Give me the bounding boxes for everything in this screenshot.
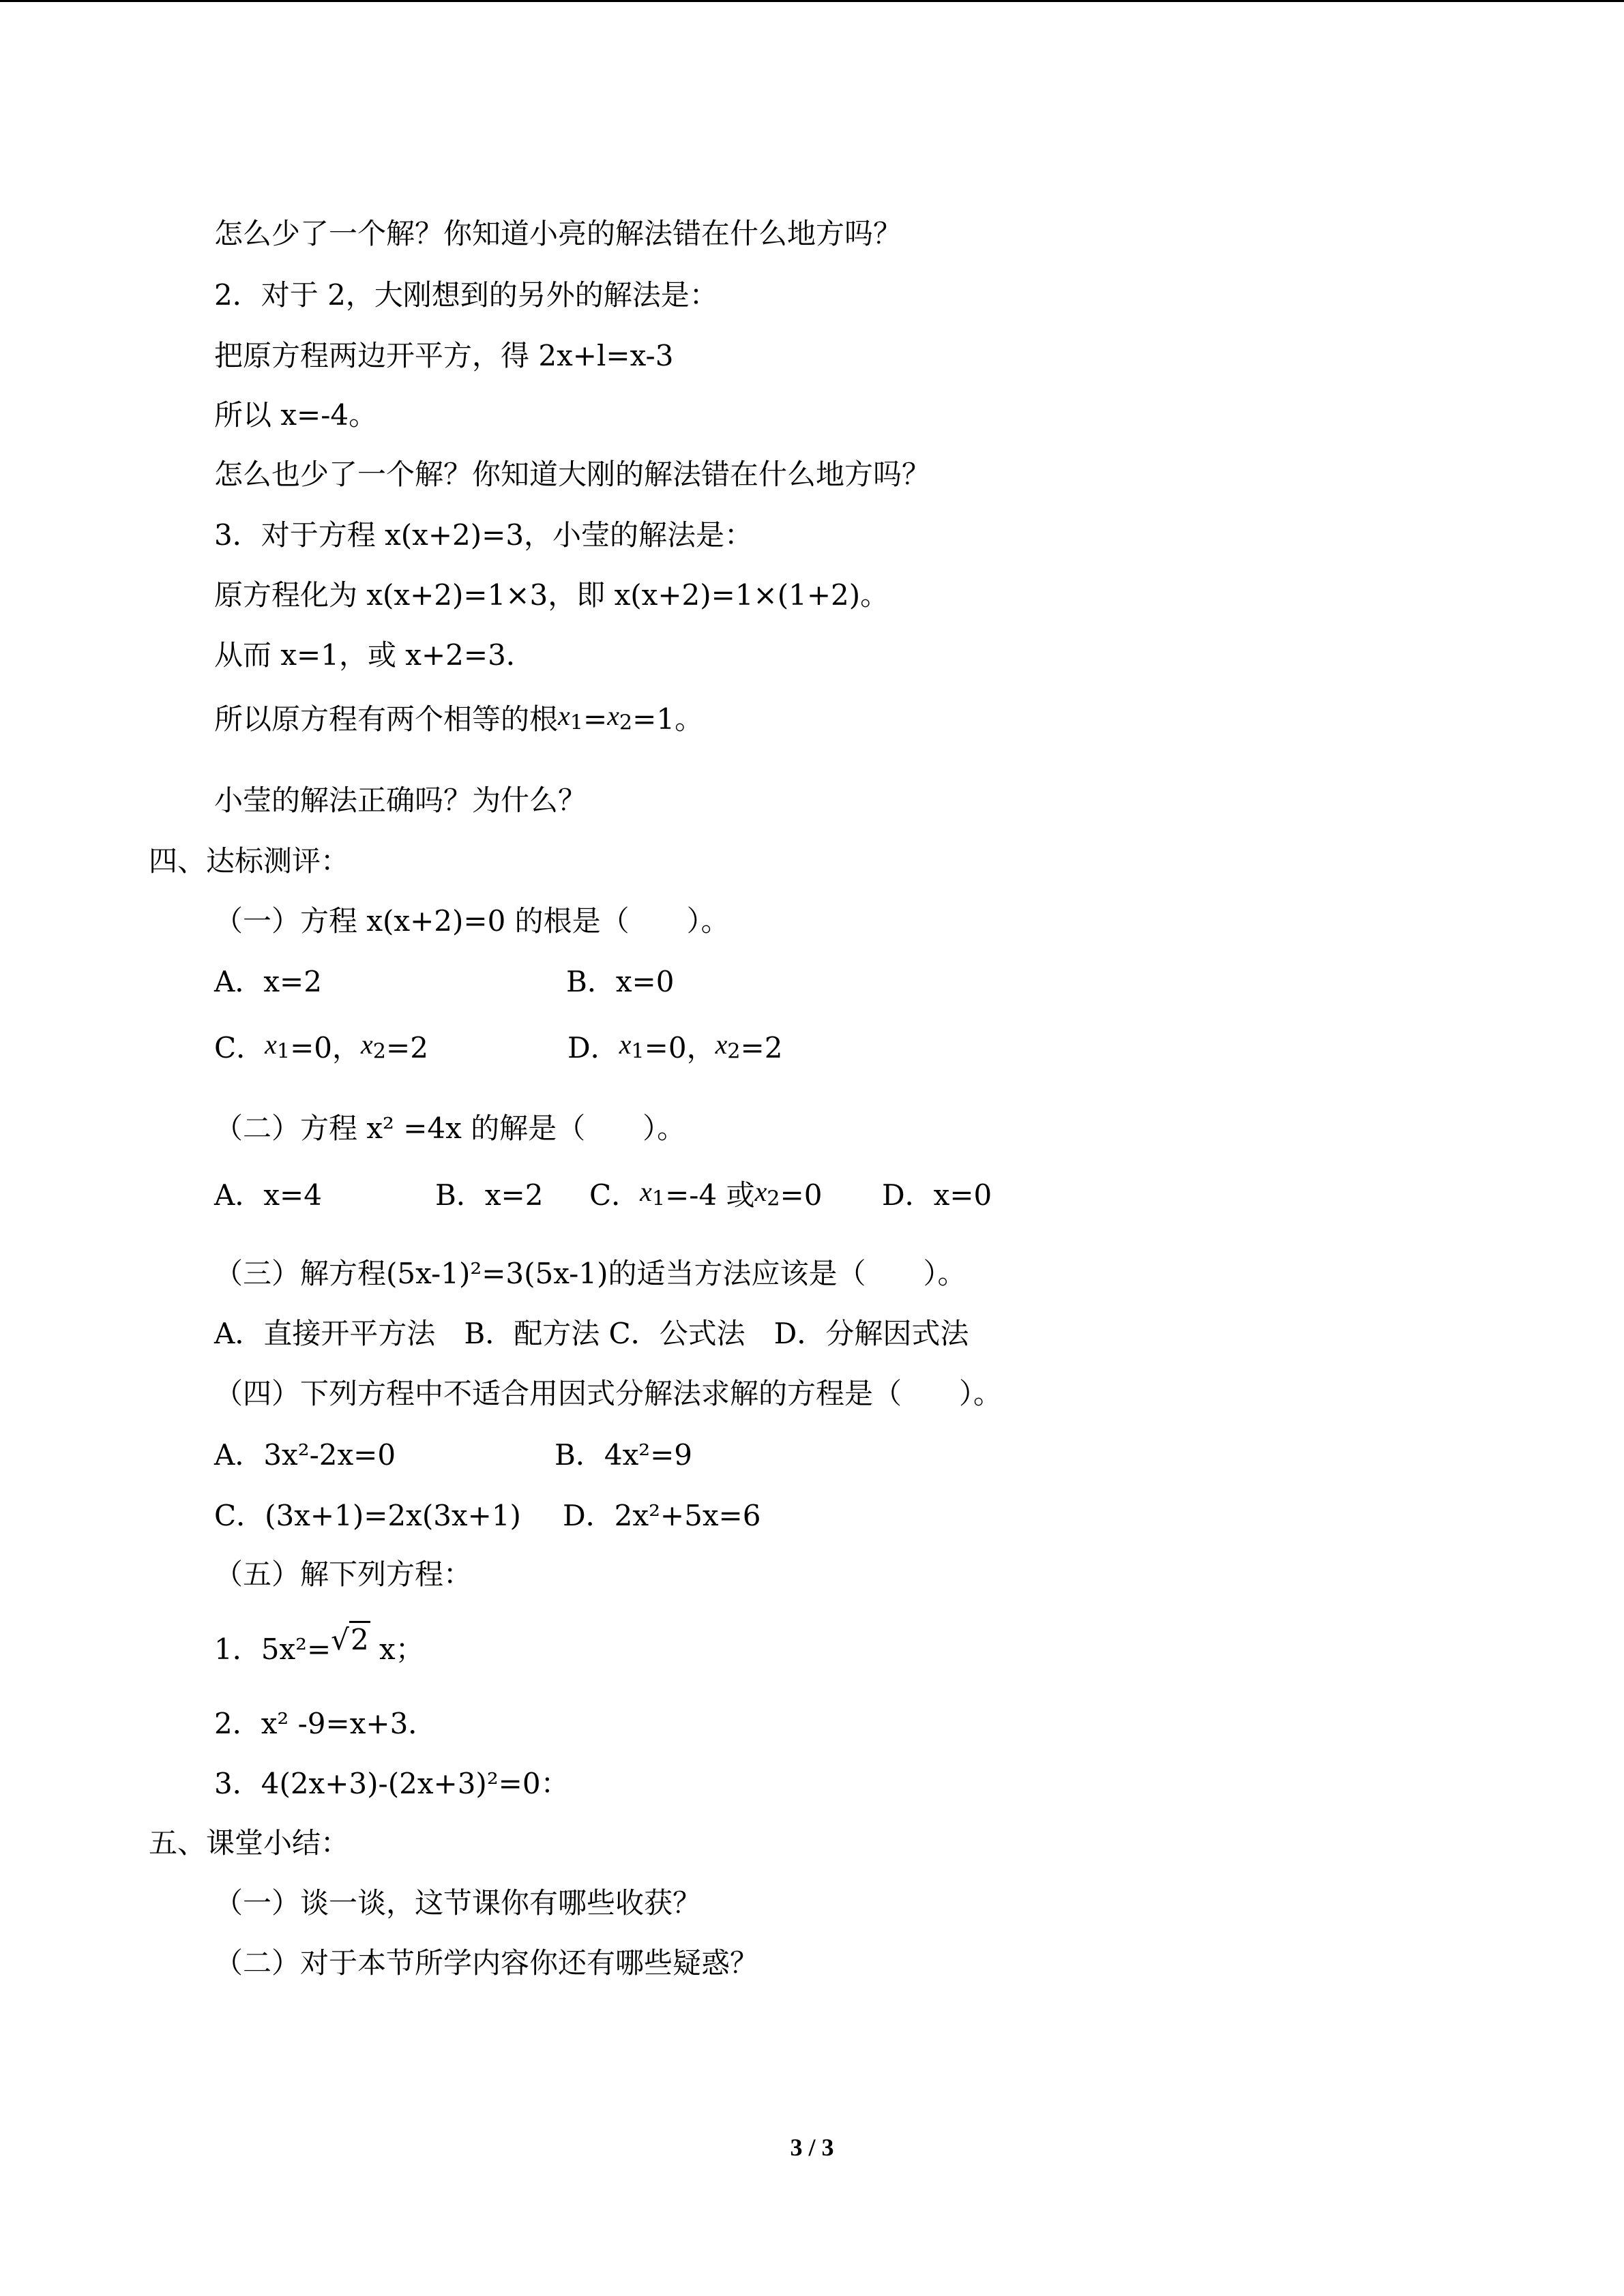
question-stem: （三）解方程(5x-1)²=3(5x-1)的适当方法应该是（ ）。 [214, 1257, 966, 1290]
problem-item: 1．5x²=√2 x； [214, 1632, 424, 1667]
equal-roots-line: 所以原方程有两个相等的根$x_1=x_2=1$。 [214, 700, 704, 736]
text-line: 所以 x=-4。 [214, 398, 378, 432]
summary-item: （一）谈一谈，这节课你有哪些收获？ [214, 1886, 702, 1920]
sqrt-symbol: √2 [331, 1623, 370, 1657]
question-options: A．直接开平方法 B．配方法 C．公式法 D．分解因式法 [214, 1317, 969, 1350]
page-top-border [0, 0, 1624, 2]
text-line: 把原方程两边开平方，得 2x+l=x-3 [214, 339, 674, 372]
option-a: A．3x²-2x=0 [214, 1438, 396, 1472]
text-line: 怎么少了一个解？你知道小亮的解法错在什么地方吗？ [214, 217, 902, 250]
summary-item: （二）对于本节所学内容你还有哪些疑惑？ [214, 1946, 759, 1980]
problem-item: 3．4(2x+3)-(2x+3)²=0： [214, 1767, 570, 1800]
page-number: 3 / 3 [790, 2134, 834, 2161]
option-a: A．x=2 [214, 965, 322, 998]
question-stem: （四）下列方程中不适合用因式分解法求解的方程是（ ）。 [214, 1377, 1003, 1410]
option-d: D．2x²+5x=6 [563, 1499, 761, 1532]
option-c: C．$x_1=0$，$x_2=2$ [214, 1029, 428, 1064]
question-stem: （二）方程 x² =4x 的解是（ ）。 [214, 1112, 686, 1145]
question-stem: （五）解下列方程： [214, 1557, 473, 1591]
question-stem: （一）方程 x(x+2)=0 的根是（ ）。 [214, 904, 730, 938]
text-line: 2．对于 2，大刚想到的另外的解法是： [214, 278, 718, 312]
text-line: 小莹的解法正确吗？为什么？ [214, 784, 587, 817]
option-b: B．x=2 [435, 1178, 544, 1212]
text-line: 3．对于方程 x(x+2)=3，小莹的解法是： [214, 518, 754, 552]
option-b: B．4x²=9 [555, 1438, 693, 1472]
option-c: C．$x_1=-4$ 或$x_2=0$ [589, 1176, 823, 1212]
option-c: C．(3x+1)=2x(3x+1) [214, 1499, 521, 1532]
option-d: D．$x_1=0$，$x_2=2$ [567, 1029, 783, 1064]
problem-item: 2．x² -9=x+3． [214, 1707, 437, 1740]
option-b: B．x=0 [566, 965, 675, 998]
section-heading: 五、课堂小结： [149, 1826, 350, 1860]
option-d: D．x=0 [882, 1178, 992, 1212]
text-line: 怎么也少了一个解？你知道大刚的解法错在什么地方吗？ [214, 458, 931, 491]
text-line: 原方程化为 x(x+2)=1×3，即 x(x+2)=1×(1+2)。 [214, 578, 889, 612]
option-a: A．x=4 [214, 1178, 322, 1212]
section-heading: 四、达标测评： [149, 844, 350, 878]
text-line: 从而 x=1，或 x+2=3． [214, 638, 535, 672]
